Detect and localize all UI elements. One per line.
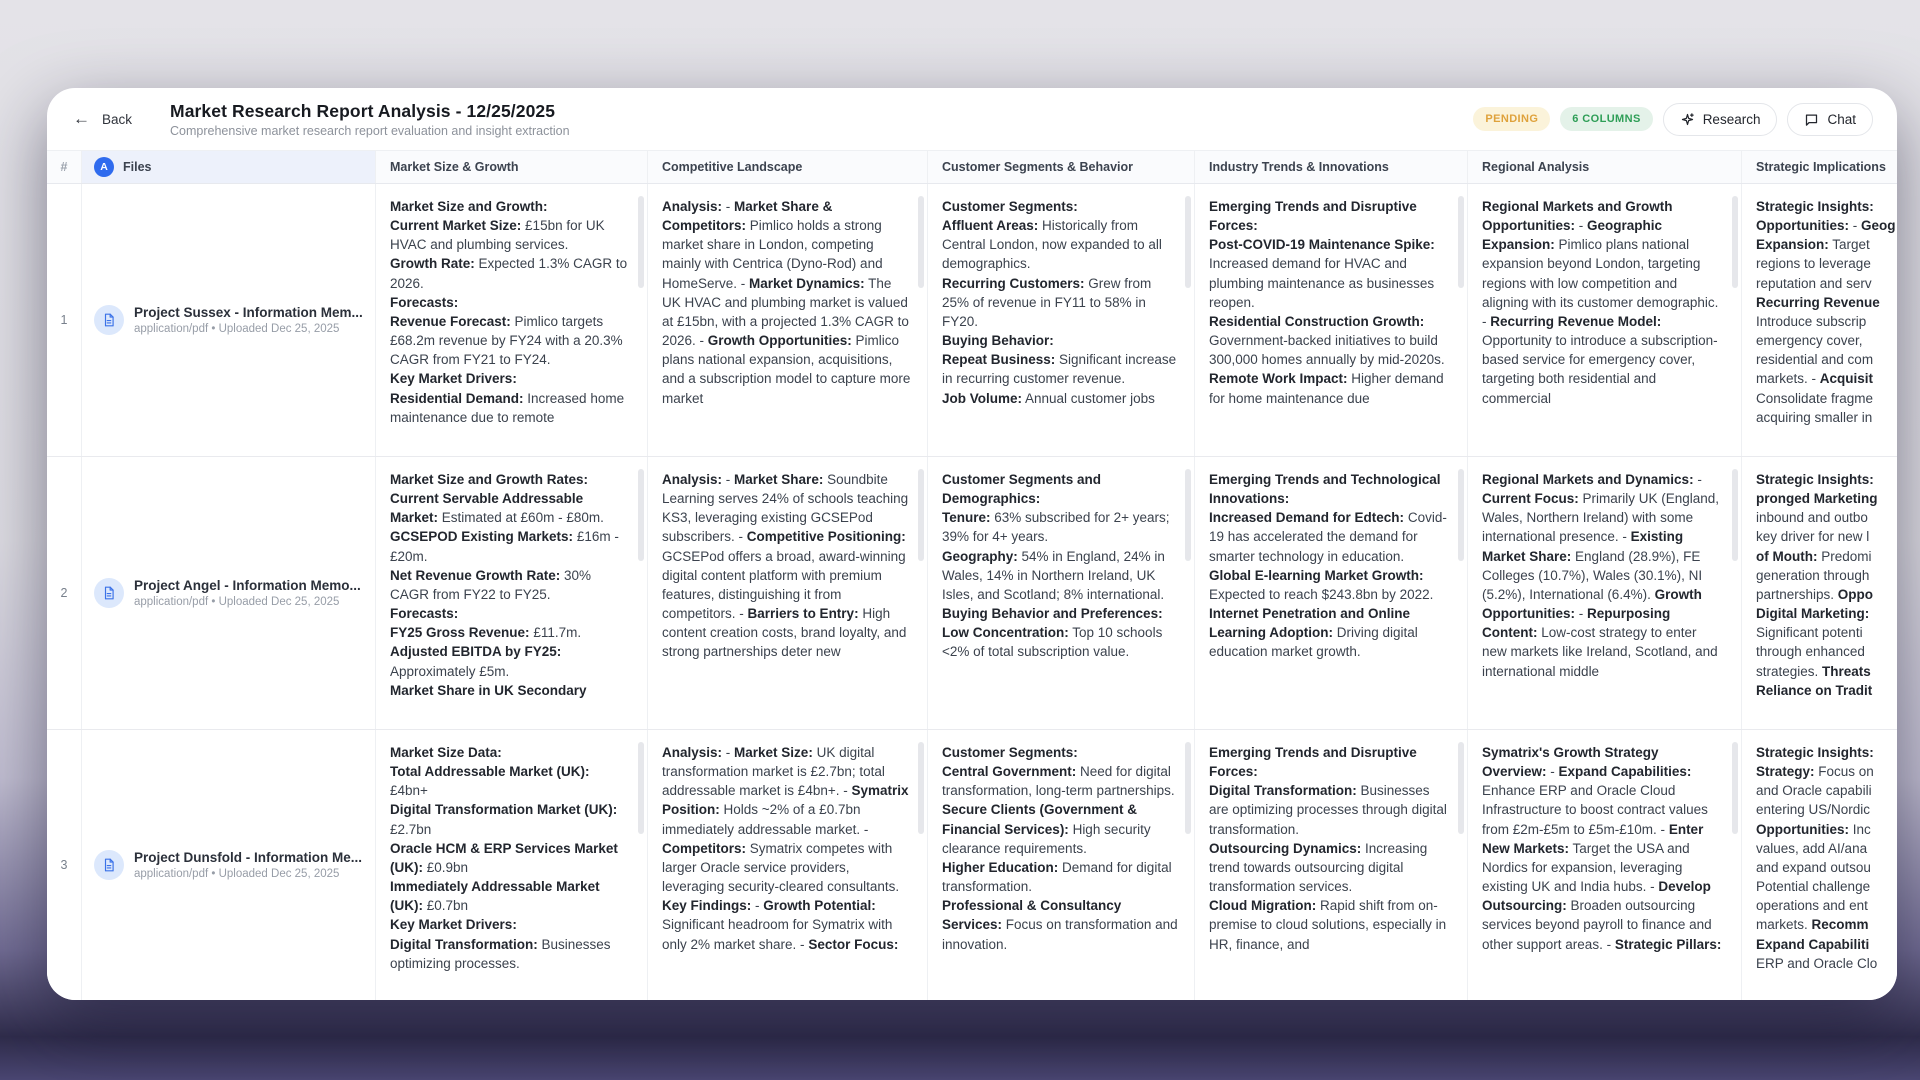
file-item[interactable]: [82, 184, 376, 456]
cell-customer-segments[interactable]: Customer Segments and Demographics: Tenure: 63% subscribed for 2+ years; 39% for 4+ years. Geography: 54% in England, 24% in Wales, 14% in Northern Ireland, UK Isles, and Scotland; 8% international. Buying Behavior and Preferences: Low Concentration: Top 10 schools <2% of total subscription value.: [928, 457, 1195, 729]
pdf-file-icon: [94, 305, 124, 335]
cell-competitive[interactable]: Analysis: - Market Share: Soundbite Learning serves 24% of schools teaching KS3, leveraging existing GCSEPod subscribers. - Competitive Positioning: GCSEPod offers a broad, award-winning digital content platform with premium features, distinguishing it from competitors. - Barriers to Entry: High content creation costs, brand loyalty, and strong partnerships deter new: [648, 457, 928, 729]
row-number-header: #: [47, 151, 82, 183]
files-column-header[interactable]: A Files: [82, 151, 376, 183]
cell-scrollbar[interactable]: [1732, 469, 1738, 561]
row-number: 1: [47, 184, 82, 456]
pdf-file-icon: [94, 578, 124, 608]
cell-scrollbar[interactable]: [1732, 196, 1738, 288]
cell-scrollbar[interactable]: [638, 469, 644, 561]
cell-customer-segments[interactable]: Customer Segments: Affluent Areas: Historically from Central London, now expanded to all demographics. Recurring Customers: Grew from 25% of revenue in FY11 to 58% in FY20. Buying Behavior: Repeat Business: Significant increase in recurring customer revenue. Job Volume: Annual customer jobs: [928, 184, 1195, 456]
file-meta: application/pdf • Uploaded Dec 25, 2025: [134, 868, 340, 880]
cell-market-size[interactable]: Market Size and Growth: Current Market Size: £15bn for UK HVAC and plumbing services. Growth Rate: Expected 1.3% CAGR to 2026. Forecasts: Revenue Forecast: Pimlico targets £68.2m revenue by FY24 with a 20.3% CAGR from FY21 to FY24. Key Market Drivers: Residential Demand: Increased home maintenance due to remote: [376, 184, 648, 456]
file-meta: application/pdf • Uploaded Dec 25, 2025: [134, 323, 340, 335]
file-item[interactable]: [82, 730, 376, 1000]
cell-competitive[interactable]: Analysis: - Market Size: UK digital transformation market is £2.7bn; total addressable market is £4bn+. - Symatrix Position: Holds ~2% of a £0.7bn immediately addressable market. - Competitors: Symatrix competes with larger Oracle service providers, leveraging security-cleared consultants. Key Findings: - Growth Potential: Significant headroom for Symatrix with only 2% market share. - Sector Focus:: [648, 730, 928, 1000]
row-number: 2: [47, 457, 82, 729]
cell-industry-trends[interactable]: Emerging Trends and Disruptive Forces: Post-COVID-19 Maintenance Spike: Increased demand for HVAC and plumbing maintenance as businesses reopen. Residential Construction Growth: Government-backed initiatives to build 300,000 homes annually by mid-2020s. Remote Work Impact: Higher demand for home maintenance due: [1195, 184, 1468, 456]
cell-market-size[interactable]: Market Size and Growth Rates: Current Servable Addressable Market: Estimated at £60m - £80m. GCSEPOD Existing Markets: £16m - £20m. Net Revenue Growth Rate: 30% CAGR from FY22 to FY25. Forecasts: FY25 Gross Revenue: £11.7m. Adjusted EBITDA by FY25: Approximately £5m. Market Share in UK Secondary: [376, 457, 648, 729]
chat-bubble-icon: [1804, 112, 1819, 127]
table-body: [47, 184, 1897, 1000]
back-arrow-icon: ←: [73, 109, 90, 128]
top-actions: [1473, 103, 1873, 136]
back-button[interactable]: [73, 109, 132, 129]
page-subtitle: Comprehensive market research report evaluation and insight extraction: [170, 123, 570, 138]
file-name: Project Dunsfold - Information Me...: [134, 850, 363, 865]
cell-scrollbar[interactable]: [638, 196, 644, 288]
cell-regional[interactable]: Regional Markets and Growth Opportunities: - Geographic Expansion: Pimlico plans national expansion beyond London, targeting regions with low competition and aligning with its customer demographic. - Recurring Revenue Model: Opportunity to introduce a subscription-based service for emergency cover, targeting both residential and commercial: [1468, 184, 1742, 456]
research-button[interactable]: Research: [1663, 103, 1778, 136]
cell-scrollbar[interactable]: [918, 196, 924, 288]
page-title: Market Research Report Analysis - 12/25/2025: [170, 100, 556, 121]
top-bar: [47, 88, 1897, 150]
cell-scrollbar[interactable]: [1185, 742, 1191, 834]
cell-scrollbar[interactable]: [1185, 196, 1191, 288]
cell-industry-trends[interactable]: Emerging Trends and Disruptive Forces: Digital Transformation: Businesses are optimizing processes through digital transformation. Outsourcing Dynamics: Increasing trend towards outsourcing digital transformation services. Cloud Migration: Rapid shift from on-premise to cloud solutions, especially in HR, finance, and: [1195, 730, 1468, 1000]
title-block: [170, 101, 570, 138]
file-item[interactable]: [82, 457, 376, 729]
column-header-industry-trends[interactable]: Industry Trends & Innovations: [1195, 151, 1468, 183]
row-number: 3: [47, 730, 82, 1000]
cell-market-size[interactable]: Market Size Data: Total Addressable Market (UK): £4bn+ Digital Transformation Market (UK): £2.7bn Oracle HCM & ERP Services Market (UK): £0.9bn Immediately Addressable Market (UK): £0.7bn Key Market Drivers: Digital Transformation: Businesses optimizing processes.: [376, 730, 648, 1000]
file-name: Project Sussex - Information Mem...: [134, 305, 363, 320]
column-header-regional[interactable]: Regional Analysis: [1468, 151, 1742, 183]
column-header-strategic[interactable]: Strategic Implications: [1756, 160, 1886, 174]
table-row: [47, 730, 1897, 1000]
cell-strategic[interactable]: Strategic Insights: Opportunities: - Geog Expansion: Target regions to leverage reputation and serv Recurring Revenue Introduce subscrip emergency cover, residential and com markets. - Acquisit Consolidate fragme acquiring smaller in: [1756, 199, 1896, 425]
sparkle-icon: [1680, 112, 1695, 127]
column-header-competitive[interactable]: Competitive Landscape: [648, 151, 928, 183]
file-name: Project Angel - Information Memo...: [134, 578, 361, 593]
cell-scrollbar[interactable]: [918, 469, 924, 561]
table-row: [47, 457, 1897, 730]
chat-button[interactable]: Chat: [1787, 103, 1873, 136]
file-meta: application/pdf • Uploaded Dec 25, 2025: [134, 596, 340, 608]
table-header-row: [47, 150, 1897, 184]
cell-industry-trends[interactable]: Emerging Trends and Technological Innovations: Increased Demand for Edtech: Covid-19 has accelerated the demand for smarter technology in education. Global E-learning Market Growth: Expected to reach $243.8bn by 2022. Internet Penetration and Online Learning Adoption: Driving digital education market growth.: [1195, 457, 1468, 729]
cell-strategic[interactable]: Strategic Insights: Strategy: Focus on and Oracle capabili entering US/Nordic Opportunities: Inc values, add AI/ana and expand outsou Potential challenge operations and ent markets. Recomm Expand Capabiliti ERP and Oracle Clo: [1756, 745, 1878, 971]
cell-scrollbar[interactable]: [1185, 469, 1191, 561]
app-window: [47, 88, 1897, 1000]
cell-customer-segments[interactable]: Customer Segments: Central Government: Need for digital transformation, long-term partnerships. Secure Clients (Government & Financial Services): High security clearance requirements. Higher Education: Demand for digital transformation. Professional & Consultancy Services: Focus on transformation and innovation.: [928, 730, 1195, 1000]
pdf-file-icon: [94, 850, 124, 880]
cell-strategic[interactable]: Strategic Insights: pronged Marketing inbound and outbo key driver for new l of Mouth: Predomi generation through partnerships. Oppo Digital Marketing: Significant potenti through enhanced strategies. Threats Reliance on Tradit: [1756, 472, 1878, 698]
cell-scrollbar[interactable]: [638, 742, 644, 834]
columns-count-badge: 6 COLUMNS: [1560, 107, 1652, 131]
cell-scrollbar[interactable]: [1732, 742, 1738, 834]
status-badge: PENDING: [1473, 107, 1550, 131]
cell-regional[interactable]: Regional Markets and Dynamics: - Current Focus: Primarily UK (England, Wales, Northern Ireland) with some international presence. - Existing Market Share: England (28.9%), FE Colleges (10.7%), Wales (30.1%), NI (5.2%), International (6.4%). Growth Opportunities: - Repurposing Content: Low-cost strategy to enter new markets like Ireland, Scotland, and international middle: [1468, 457, 1742, 729]
cell-scrollbar[interactable]: [1458, 742, 1464, 834]
back-label: Back: [102, 111, 133, 127]
cell-competitive[interactable]: Analysis: - Market Share & Competitors: Pimlico holds a strong market share in London, competing mainly with Centrica (Dyno-Rod) and HomeServe. - Market Dynamics: The UK HVAC and plumbing market is valued at £15bn, with a projected 1.3% CAGR to 2026. - Growth Opportunities: Pimlico plans national expansion, acquisitions, and a subscription model to capture more market: [648, 184, 928, 456]
table-row: [47, 184, 1897, 457]
column-header-customer-segments[interactable]: Customer Segments & Behavior: [928, 151, 1195, 183]
cell-scrollbar[interactable]: [918, 742, 924, 834]
cell-scrollbar[interactable]: [1458, 469, 1464, 561]
column-header-market-size[interactable]: Market Size & Growth: [376, 151, 648, 183]
cell-regional[interactable]: Symatrix's Growth Strategy Overview: - Expand Capabilities: Enhance ERP and Oracle Cloud Infrastructure to boost contract values from £2m-£5m to £5m-£10m. - Enter New Markets: Target the USA and Nordics for expansion, leveraging existing UK and India hubs. - Develop Outsourcing: Broaden outsourcing services beyond payroll to finance and other support areas. - Strategic Pillars:: [1468, 730, 1742, 1000]
column-type-icon: A: [94, 157, 114, 177]
cell-scrollbar[interactable]: [1458, 196, 1464, 288]
